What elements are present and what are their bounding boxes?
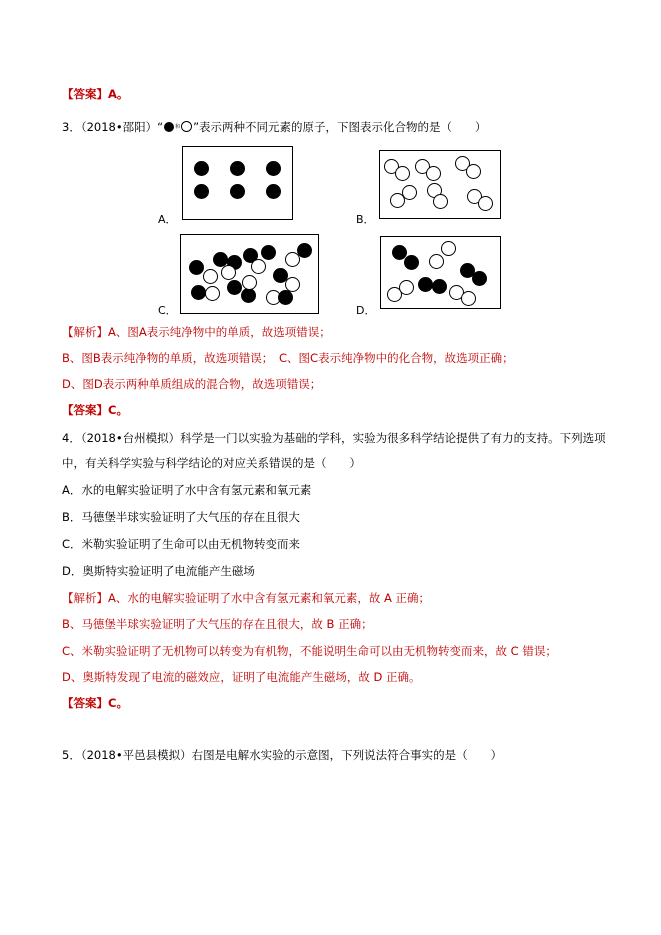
- option-a-label: A．: [158, 213, 177, 226]
- black-atom-icon: [164, 122, 174, 132]
- q3-analysis-line-1: 【解析】A、图A表示纯净物中的单质，故选项错误；: [62, 325, 331, 339]
- q3-inline-separator: 和: [175, 124, 181, 130]
- white-atom: [461, 291, 476, 306]
- white-atom: [429, 254, 444, 269]
- black-atom: [472, 271, 487, 286]
- q4-option-c: C．米勒实验证明了生命可以由无机物转变而来: [62, 537, 301, 551]
- q4-stem-line-1: 4．（2018•台州模拟）科学是一门以实验为基础的学科，实验为很多科学结论提供了有力的支持。下列选项: [62, 431, 606, 445]
- white-atom: [399, 280, 414, 295]
- q3-stem-prefix: 3．（2018•邵阳）“: [62, 120, 164, 134]
- q2-answer: 【答案】A。: [62, 87, 129, 101]
- q4-analysis-line-3: C、米勒实验证明了无机物可以转变为有机物，不能说明生命可以由无机物转变而来，故 C 错误；: [62, 644, 557, 658]
- white-atom: [402, 185, 417, 200]
- black-atom: [241, 288, 256, 303]
- white-atom: [203, 269, 218, 284]
- white-atom: [221, 265, 236, 280]
- diagram-b: [379, 150, 501, 219]
- black-atom: [404, 255, 419, 270]
- black-atom: [189, 260, 204, 275]
- q3-answer: 【答案】C。: [62, 403, 128, 417]
- white-atom: [251, 259, 266, 274]
- option-d-label: D．: [356, 304, 376, 317]
- q3-stem-suffix: ”表示两种不同元素的原子，下图表示化合物的是（ ）: [193, 120, 487, 134]
- black-atom: [418, 277, 433, 292]
- black-atom: [230, 161, 245, 176]
- black-atom: [297, 243, 312, 258]
- white-atom-icon: [181, 121, 192, 132]
- q4-stem-line-2: 中，有关科学实验与科学结论的对应关系错误的是（ ）: [62, 456, 361, 470]
- black-atom: [278, 290, 293, 305]
- q4-option-b: B．马德堡半球实验证明了大气压的存在且很大: [62, 510, 300, 524]
- diagram-a: [182, 146, 293, 220]
- black-atom: [266, 184, 281, 199]
- q4-option-a: A．水的电解实验证明了水中含有氢元素和氧元素: [62, 483, 312, 497]
- black-atom: [194, 161, 209, 176]
- white-atom: [466, 164, 481, 179]
- q3-analysis-line-3: D、图D表示两种单质组成的混合物，故选项错误；: [62, 377, 322, 391]
- white-atom: [478, 196, 493, 211]
- q4-option-d: D．奥斯特实验证明了电流能产生磁场: [62, 564, 255, 578]
- black-atom: [261, 245, 276, 260]
- black-atom: [266, 161, 281, 176]
- q3-analysis-line-2: B、图B表示纯净物的单质，故选项错误； C、图C表示纯净物中的化合物，故选项正确；: [62, 351, 514, 365]
- q4-analysis-line-4: D、奥斯特发现了电流的磁效应，证明了电流能产生磁场，故 D 正确。: [62, 670, 421, 684]
- white-atom: [205, 286, 220, 301]
- q4-answer: 【答案】C。: [62, 696, 128, 710]
- q4-analysis-line-2: B、马德堡半球实验证明了大气压的存在且很大，故 B 正确；: [62, 617, 373, 631]
- option-c-label: C．: [158, 304, 177, 317]
- white-atom: [395, 166, 410, 181]
- black-atom: [194, 184, 209, 199]
- diagram-c: [180, 234, 319, 314]
- black-atom: [432, 279, 447, 294]
- diagram-d: [380, 236, 501, 309]
- q4-analysis-line-1: 【解析】A、水的电解实验证明了水中含有氢元素和氧元素，故 A 正确；: [62, 591, 431, 605]
- white-atom: [433, 194, 448, 209]
- white-atom: [426, 166, 441, 181]
- black-atom: [227, 280, 242, 295]
- q3-stem: [62, 119, 487, 135]
- black-atom: [191, 285, 206, 300]
- white-atom: [441, 241, 456, 256]
- white-atom: [242, 275, 257, 290]
- black-atom: [230, 184, 245, 199]
- q5-stem: 5．（2018•平邑县模拟）右图是电解水实验的示意图，下列说法符合事实的是（ ）: [62, 748, 503, 762]
- option-b-label: B．: [356, 213, 375, 226]
